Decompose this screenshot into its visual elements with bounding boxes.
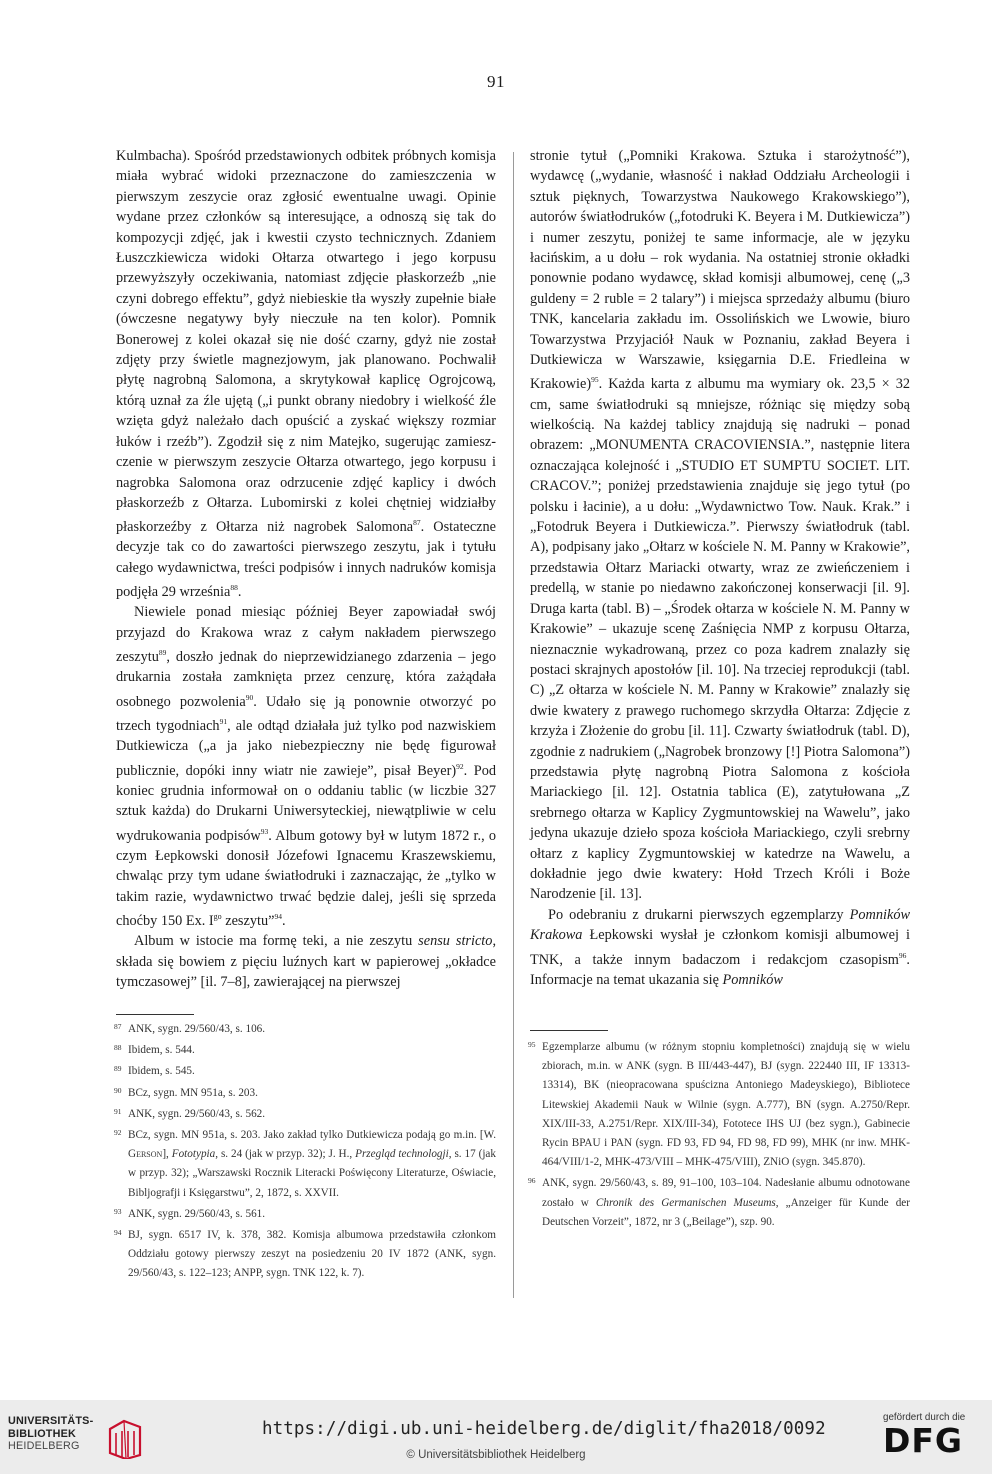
footnote: 94 BJ, sygn. 6517 IV, k. 378, 382. Komisja albumowa przedstawiła członkom Oddziału gotowy pierwszy zeszyt na posiedzeniu 20 IV 1872 (ANK, sygn. 29/560/43, s. 122–123; ANPP, sygn. TNK 122, k. 7).	[114, 1228, 496, 1280]
paragraph: Po odebraniu z drukarni pierwszych egzemplarzy Pomników Krakowa Łepkowski wysłał je członkom komisji albumowej i TNK, a także innym badaczom i redakcjom czasopism$^{96}$. Informacje na temat ukazania się Pomników	[530, 906, 910, 988]
dfg-logo[interactable]	[883, 1412, 983, 1468]
paragraph: Kulmbacha). Spośród przedstawionych odbitek próbnych komisja miała wybrać widoki przeznaczone do zamieszczenia w pierwszym zeszycie oraz zgłosić ewentualne uwagi. Opinie wydane przez członków są interesujące, a odnoszą się tak do kompozycji zdjęć, jak i kwestii czysto technicznych. Zdaniem Łuszczkiewicza widoki Ołtarza otwartego i jego korpusu przewyższyły oczekiwania, natomiast zdjęcie płaskorzeźb „nie czyni dobrego effektu”, gdyż niebieskie tła wyszły zupełnie białe (ówczesne negatywy były nieczułe na ten kolor). Pomnik Bonerowej z kolei okazał się nie dość czarny, gdyż nie został zdjęty przy świetle magnezjowym, jak planowano. Pochwalił płytę nagrobną Salomona, a skrytykował kaplicę Ogrojcową, którą uznał za źle ujętą („i punkt obrany niedobry i wielkość źle wzięta gdyż należało dach opuścić a zyskać większy rozmiar łuków i rzeźb”). Zgodził się z nim Matejko, sugerując zamieszczenie w pierwszym zeszycie Ołtarza otwartego, jego korpusu i nagrobka Salomona oraz odrzucenie zdjęć kaplicy i dwóch płaskorzeźb z Ołtarza. Lubomirski z kolei chętniej widziałby płaskorzeźby z Ołtarza niż nagrobek Salomona$^{87}$. Ostateczne decyzje tak co do zawartości pierwszego zeszytu, jak i tytułu całego wydawnictwa, treści podpisów i innych nadruków komisja podjęła 29 września$^{88}$.	[116, 148, 496, 601]
footnote-ref[interactable]: 87	[413, 518, 421, 528]
footnote-ref[interactable]: 95	[591, 375, 599, 385]
footnote-rule	[530, 1030, 608, 1031]
footnote: 91 ANK, sygn. 29/560/43, s. 562.	[114, 1106, 266, 1120]
footnote-ref[interactable]: 91	[219, 717, 228, 727]
paragraph: stronie tytuł („Pomniki Krakowa. Sztuka i starożytność”), wydawcę („wydanie, własność i nakład Oddziału Archeologii i sztuk pięknych, Towarzystwa Naukowego Krakowskiego”), autorów światłodruków („fotodruki K. Beyera i M. Dutkiewicza”) i numer zeszytu, poniżej te same informacje, ale w języku łacińskim, a u dołu – rok wydania. Na ostatniej stronie okładki ponownie podano wydawcę, skład komisji albumowej, cenę („3 guldeny = 2 ruble = 2 talary”) i miejsca sprzedaży albumu (biuro TNK, kancelaria zakładu im. Ossolińskich we Lwowie, biuro Towarzystwa Przyjaciół Nauk w Poznaniu, zakład Beyera i Dutkiewicza w Warszawie, księgarnia D.E. Friedleina w Krakowie)$^{95}$. Każda karta z albumu ma wymiary ok. 23,5 × 32 cm, same światłodruki są mniejsze, różniąc się między sobą wielkością. Na każdej tablicy znajdują się nadruki – ponad obrazem: „MONUMENTA CRACOVIENSIA.”, następnie litera oznaczająca kolejność i „STUDIO ET SUMPTU SOCIET. LIT. CRACOV.”; poniżej przedstawienia znajduje się jego tytuł (po polsku i łacinie), a u dołu: „Wydawnictwo Tow. Nauk. Krak.” i „Fotodruk Beyera i Dutkiewicza.”. Pierwszy światłodruk (tabl. A), podpisany jako „Ołtarz w kościele N. M. Panny w Krakowie”, przedstawia Ołtarz Mariacki otwarty, wraz ze zwieńczeniem i predellą, w stanie po niedawno zakończonej konserwacji [il. 9]. Druga karta (tabl. B) – „Środek ołtarza w kościele N. M. Panny w Krakowie” – ukazuje scenę Zaśnięcia NMP z korpusu Ołtarza, nieznacznie wykadrowaną, przez co poza kadrem znalazły się postaci skrajnych apostołów [il. 10]. Na trzeciej reprodukcji (tabl. C) „Z ołtarza w kościele N. M. Panny w Krakowie” znalazły się dwie kwatery z prawego ruchomego skrzydła Ołtarza: Zdjęcie z krzyża i Złożenie do grobu [il. 11]. Czwarty światłodruk (tabl. D), zgodnie z nadrukiem („Nagrobek bronzowy [!] Piotra Salomona”) przedstawia płytę nagrobną Piotra Salomona z kościoła Mariackiego [il. 12]. Ostatnia tablica (E), zatytułowana „Z srebrnego ołtarza w Kaplicy Zygmuntowskiej na Wawelu”, jako jedyna ukazuje dzieło spoza kościoła Mariackiego, czyli srebrny ołtarz z kaplicy Zygmuntowskiej w katedrze na Wawelu, a dokładnie jego dwie kwatery: Hołd Trzech Króli i Boże Narodzenie [il. 13].	[530, 148, 910, 903]
viewer-footer	[0, 1400, 992, 1474]
footnote: 87 ANK, sygn. 29/560/43, s. 106.	[114, 1022, 266, 1035]
footnote: 96 ANK, sygn. 29/560/43, s. 89, 91–100, 103–104. Nadesłanie albumu odnotowane zostało w Chronik des Germanischen Museums, „Anzeiger für Kunde der Deutschen Vorzeit”, 1872, nr 3 („Beilage”), szp. 90.	[528, 1176, 910, 1228]
footnote: 89 Ibidem, s. 545.	[114, 1064, 195, 1078]
right-text-column	[530, 146, 910, 990]
footnote-ref[interactable]: 90	[245, 692, 254, 702]
footnote: 88 Ibidem, s. 544.	[114, 1043, 195, 1057]
footnote-ref[interactable]: 89	[158, 648, 167, 658]
left-text-column	[116, 146, 496, 992]
paragraph: Album w istocie ma formę teki, a nie zeszytu sensu stricto, składa się bowiem z pięciu luźnych kart w papierowej „okładce tymczasowej” [il. 7–8], zawierającej na pierwszej	[116, 933, 497, 990]
copyright-notice: © Universitätsbibliothek Heidelberg	[406, 1449, 586, 1461]
dfg-label: gefördert durch die	[883, 1412, 966, 1423]
footnote-rule	[116, 1014, 194, 1015]
page-number: 91	[487, 72, 505, 91]
footnotes-right	[530, 1038, 910, 1234]
paragraph: Niewiele ponad miesiąc później Beyer zapowiadał swój przyjazd do Krakowa wraz z całym nakładem pierwszego zeszytu$^{89}$, doszło jednak do nieprzewidzianego zdarzenia – jego drukarnia została zamknięta przez cenzurę, która zażądała osobnego pozwolenia$^{90}$. Udało się ją ponownie otworzyć po trzech tygodniach$^{91}$, ale odtąd działała już tylko pod nazwiskiem Dutkiewicza („a ja jako niebezpieczny nie będę figurował publicznie, dopóki inny wiatr nie zawieje”, pisał Beyer)$^{92}$. Pod koniec grudnia informował on o oddaniu tablic (w liczbie 327 sztuk każda) do Drukarni Uniwersyteckiej, niewątpliwie w celu wydrukowania podpisów$^{93}$. Album gotowy był w lutym 1872 r., o czym Łepkowski donosił Józefowi Ignacemu Kraszewskiemu, chwaląc przy tym udane światłodruki i zaznaczając, że „tylko w takim razie, wydawnictwo trwać będzie dalej, jeśli się sprzeda choćby 150 Ex. $I^{go}$ zeszytu”$^{94}$.	[116, 604, 496, 929]
footnote: 92 BCz, sygn. MN 951a, s. 203. Jako zakład tylko Dutkiewicza podają go m.in. [W. Gerson], Fototypia, s. 24 (jak w przyp. 32); J. H., Przegląd technologji, s. 17 (jak w przyp. 32); „Warszawski Rocznik Literacki Poświęcony Literaturze, Oświacie, Bibljografji i Księgarstwu”, 2, 1872, s. XXVII.	[114, 1128, 496, 1199]
footnote: 95 Egzemplarze albumu (w różnym stopniu kompletności) znajdują się w wielu zbiorach, m.in. w ANK (sygn. B III/443-447), BJ (sygn. 222440 III, IF 13313-13314), BK (nieopracowana spuścizna Antoniego Madeyskiego), Bibliotece Litewskiej Akademii Nauk w Wilnie (sygn. A.777), BN (sygn. A.2750/Repr. XIX/III-33, A.2751/Repr. XIX/III-34), Fototece IHS UJ (bez sygn.), Gabinecie Rycin BPAU i PAN (sygn. FD 93, FD 94, FD 98, FD 99), MHK (nr inw. MHK-464/VIII/1-2, MHK-473/VIII – MHK-475/VIII), ZNiO (sygn. 345.870).	[528, 1040, 910, 1169]
column-divider	[513, 152, 514, 1298]
footnote: 90 BCz, sygn. MN 951a, s. 203.	[114, 1085, 258, 1099]
footnote-ref[interactable]: 96	[898, 950, 907, 960]
footnotes-left	[116, 1020, 496, 1286]
permalink-url[interactable]: https://digi.ub.uni-heidelberg.de/diglit/fha2018/0092	[262, 1419, 826, 1439]
footnote-ref[interactable]: 92	[456, 761, 464, 771]
footnote-ref[interactable]: 94	[274, 911, 282, 921]
footnote-ref[interactable]: 88	[230, 583, 238, 593]
footnote: 93 ANK, sygn. 29/560/43, s. 561.	[114, 1206, 266, 1220]
logo-text: UNIVERSITÄTS- BIBLIOTHEK HEIDELBERG	[8, 1415, 94, 1453]
dfg-wordmark: DFG	[883, 1421, 964, 1460]
footnote-ref[interactable]: 93	[260, 826, 269, 836]
